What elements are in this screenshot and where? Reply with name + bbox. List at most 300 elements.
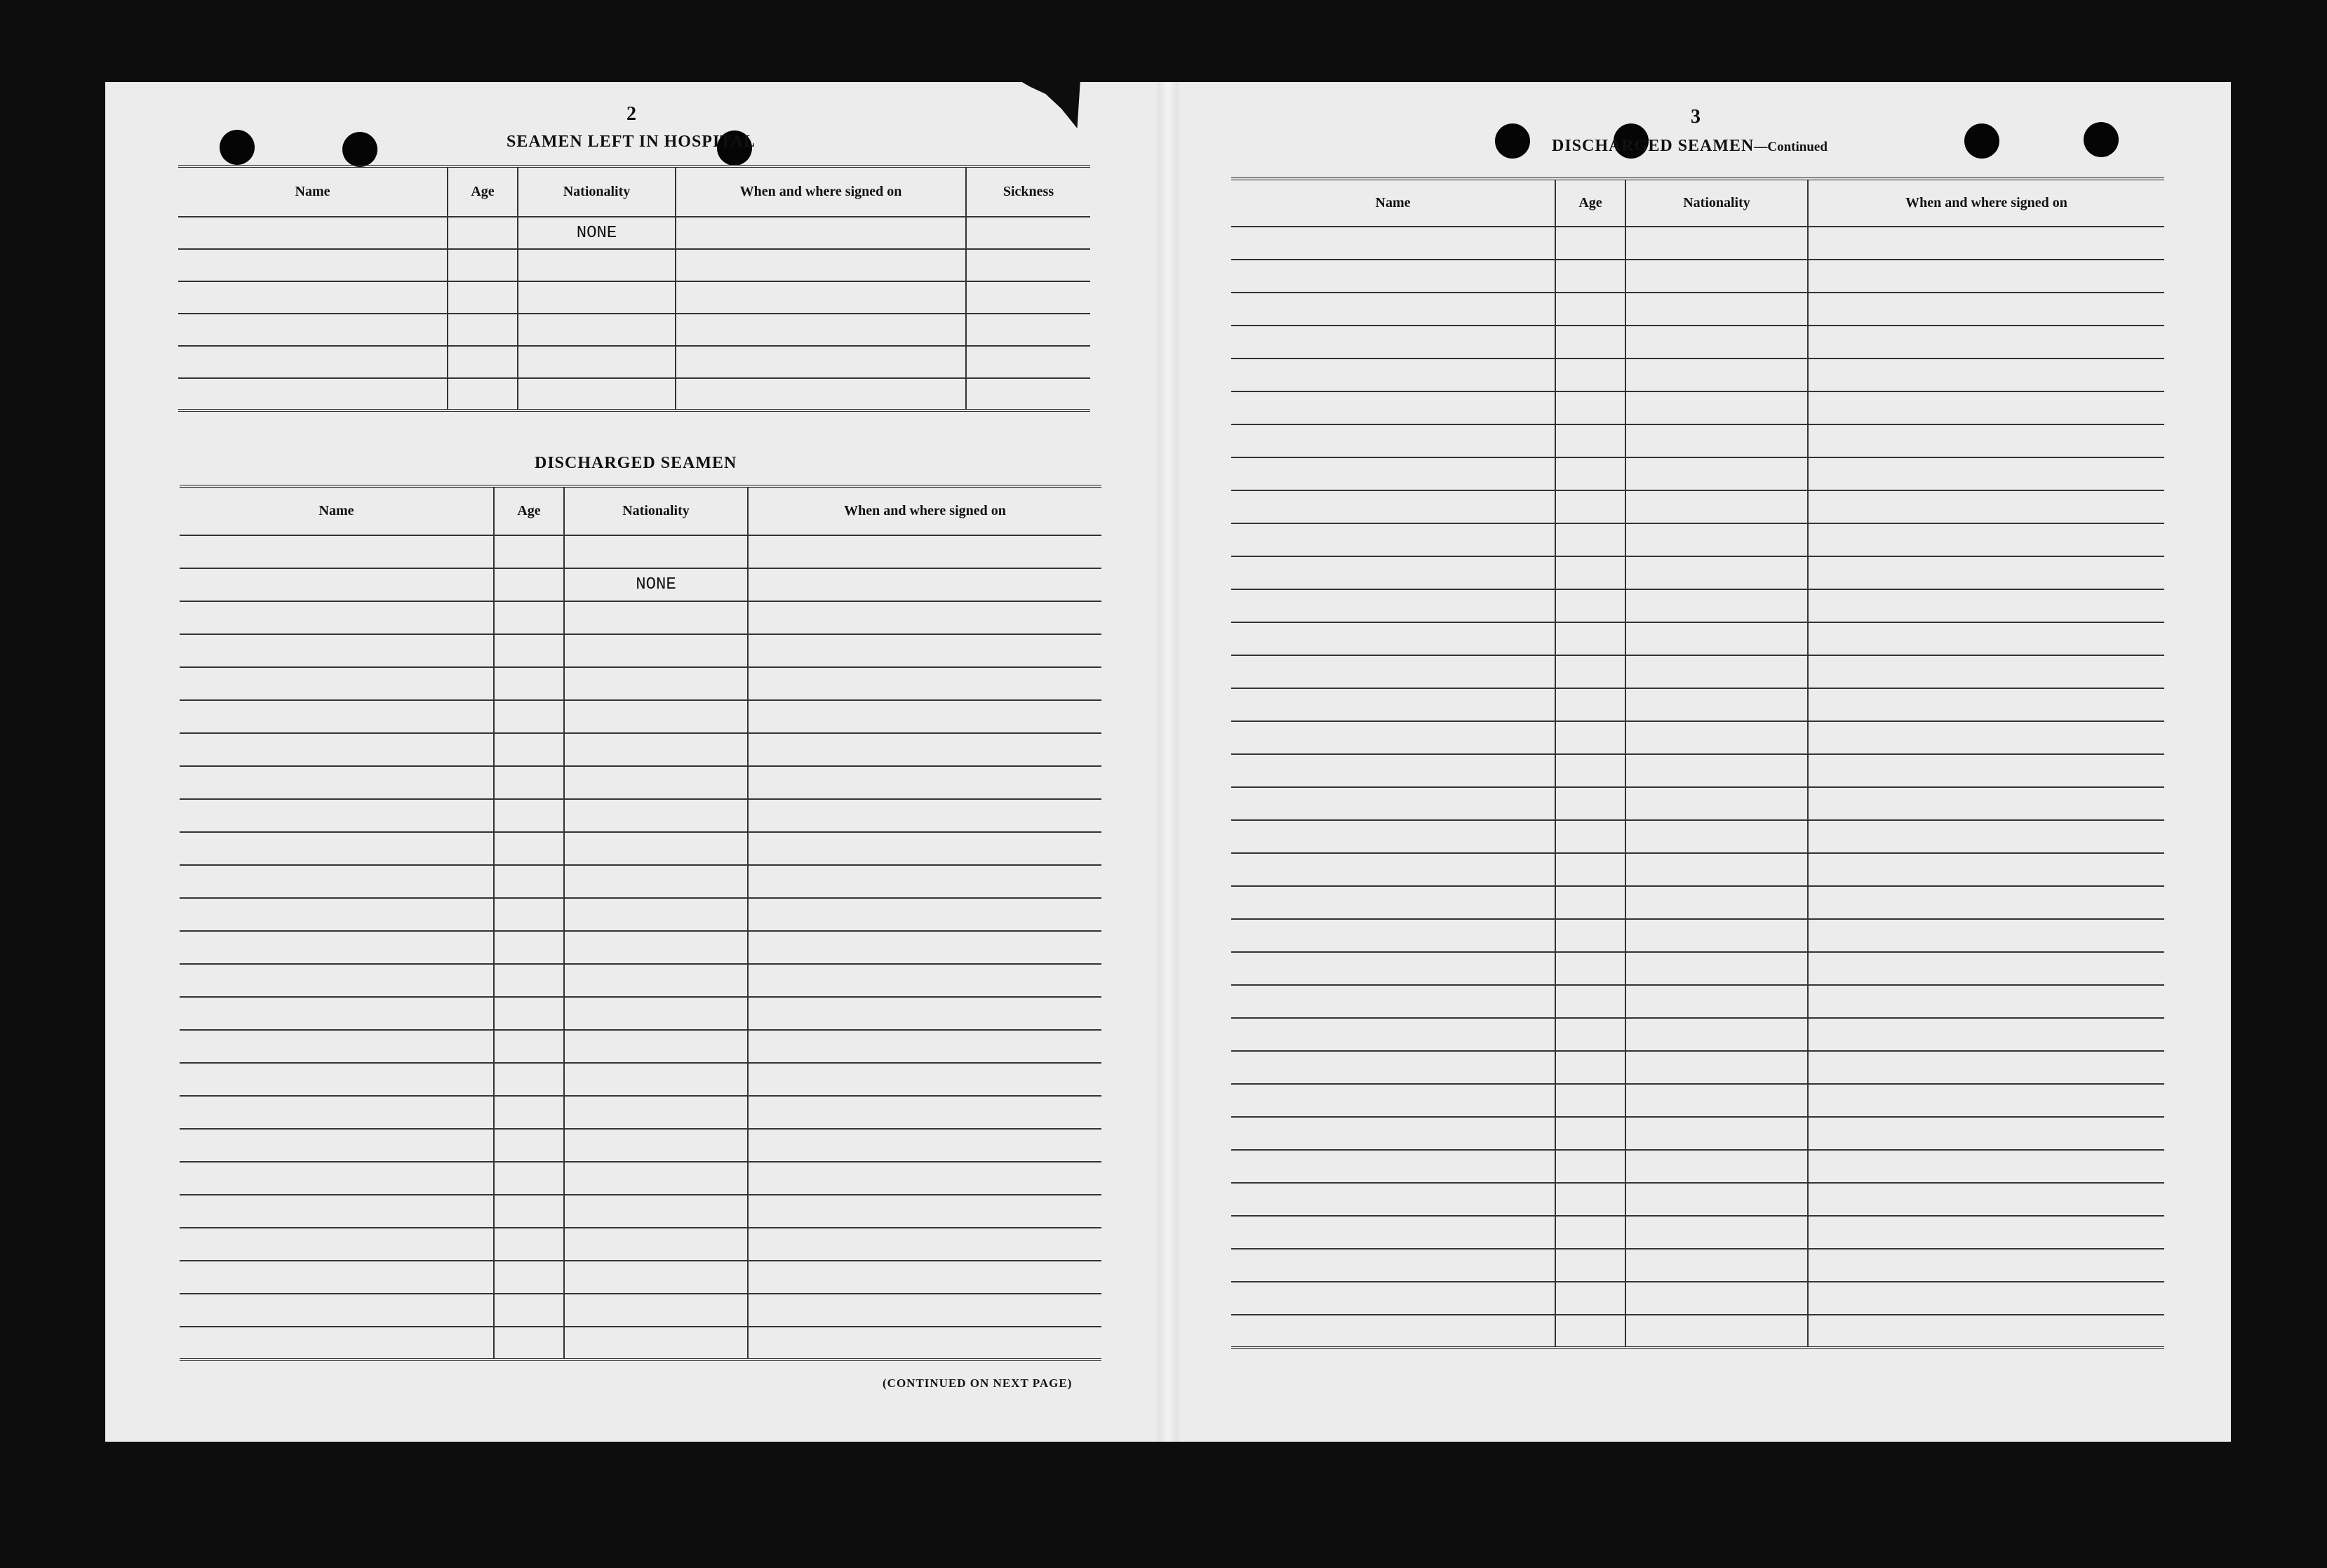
table-row — [180, 898, 1101, 931]
cell-nationality — [518, 281, 676, 314]
cell-nationality — [1625, 985, 1808, 1018]
table-row — [180, 733, 1101, 766]
cell-age — [1555, 227, 1625, 260]
cell-age — [494, 667, 564, 700]
cell-name — [180, 1162, 494, 1195]
cell-age — [1555, 1051, 1625, 1084]
table-row — [1231, 1150, 2164, 1183]
table-row — [180, 700, 1101, 733]
cell-when-and-where-signed-on — [748, 700, 1101, 733]
cell-when-and-where-signed-on — [748, 931, 1101, 964]
cell-when-and-where-signed-on — [1808, 490, 2164, 523]
cell-nationality — [1625, 260, 1808, 293]
cell-when-and-where-signed-on — [748, 535, 1101, 568]
cell-nationality — [564, 964, 748, 997]
cell-name — [178, 314, 448, 346]
cell-name — [180, 1063, 494, 1096]
cell-name — [1231, 1315, 1555, 1348]
cell-age — [1555, 293, 1625, 326]
cell-age — [1555, 952, 1625, 985]
cell-nationality — [1625, 820, 1808, 853]
cell-name — [1231, 227, 1555, 260]
punch-hole — [1495, 123, 1530, 159]
cell-age — [1555, 787, 1625, 820]
cell-when-and-where-signed-on — [1808, 1051, 2164, 1084]
document-sheet — [105, 82, 2231, 1442]
table-row — [178, 217, 1090, 249]
table-row — [1231, 820, 2164, 853]
table-row — [180, 1162, 1101, 1195]
table-row — [180, 1228, 1101, 1261]
cell-when-and-where-signed-on — [1808, 227, 2164, 260]
cell-nationality — [1625, 1315, 1808, 1348]
cell-name — [1231, 1117, 1555, 1150]
cell-name — [180, 1294, 494, 1327]
column-header-name: Name — [180, 486, 494, 535]
cell-name — [180, 964, 494, 997]
cell-age — [1555, 886, 1625, 919]
cell-nationality — [518, 378, 676, 410]
cell-age — [1555, 424, 1625, 457]
cell-name — [1231, 1084, 1555, 1117]
cell-when-and-where-signed-on — [1808, 523, 2164, 556]
cell-age — [494, 568, 564, 601]
cell-nationality — [564, 1294, 748, 1327]
cell-nationality: NONE — [518, 217, 676, 249]
discharged-section-title: DISCHARGED SEAMEN — [535, 454, 737, 472]
table-row — [1231, 523, 2164, 556]
cell-name — [1231, 754, 1555, 787]
cell-nationality — [1625, 391, 1808, 424]
column-header-age: Age — [1555, 179, 1625, 227]
cell-age — [494, 1162, 564, 1195]
cell-when-and-where-signed-on — [1808, 952, 2164, 985]
table-row — [1231, 589, 2164, 622]
table-row — [1231, 1249, 2164, 1282]
hospital-section-title: SEAMEN LEFT IN HOSPITAL — [507, 133, 756, 151]
cell-when-and-where-signed-on — [676, 314, 966, 346]
cell-name — [1231, 359, 1555, 391]
cell-age — [1555, 1084, 1625, 1117]
table-row — [1231, 1315, 2164, 1348]
cell-age — [1555, 721, 1625, 754]
table-row — [1231, 853, 2164, 886]
cell-age — [1555, 1315, 1625, 1348]
cell-name — [178, 217, 448, 249]
cell-age — [1555, 1249, 1625, 1282]
cell-age — [448, 346, 518, 378]
table-row — [1231, 1282, 2164, 1315]
cell-age — [1555, 1117, 1625, 1150]
cell-name — [178, 378, 448, 410]
cell-nationality — [1625, 688, 1808, 721]
cell-name — [180, 997, 494, 1030]
cell-name — [180, 601, 494, 634]
cell-nationality — [564, 700, 748, 733]
cell-nationality — [518, 249, 676, 281]
table-row — [180, 799, 1101, 832]
cell-when-and-where-signed-on — [1808, 457, 2164, 490]
table-row — [180, 1261, 1101, 1294]
cell-sickness — [966, 378, 1090, 410]
cell-when-and-where-signed-on — [1808, 1249, 2164, 1282]
cell-age — [494, 733, 564, 766]
cell-when-and-where-signed-on — [1808, 1183, 2164, 1216]
page-gutter — [1158, 82, 1179, 1442]
cell-name — [178, 249, 448, 281]
discharged-continued-title-main: DISCHARGED SEAMEN — [1552, 137, 1755, 155]
column-header-when-and-where-signed-on: When and where signed on — [748, 486, 1101, 535]
cell-sickness — [966, 314, 1090, 346]
cell-when-and-where-signed-on — [676, 346, 966, 378]
table-row — [1231, 688, 2164, 721]
cell-when-and-where-signed-on — [748, 667, 1101, 700]
table-row — [180, 667, 1101, 700]
table-row — [1231, 1183, 2164, 1216]
cell-age — [494, 997, 564, 1030]
cell-when-and-where-signed-on — [748, 964, 1101, 997]
cell-age — [1555, 1018, 1625, 1051]
cell-age — [1555, 1282, 1625, 1315]
cell-age — [494, 1063, 564, 1096]
table-row — [180, 931, 1101, 964]
cell-when-and-where-signed-on — [748, 568, 1101, 601]
cell-when-and-where-signed-on — [676, 281, 966, 314]
table-row — [180, 1096, 1101, 1129]
table-row — [180, 766, 1101, 799]
cell-when-and-where-signed-on — [748, 1327, 1101, 1360]
cell-age — [1555, 820, 1625, 853]
cell-age — [494, 898, 564, 931]
hospital-table — [178, 165, 1090, 412]
punch-hole — [1964, 123, 1999, 159]
cell-when-and-where-signed-on — [748, 1129, 1101, 1162]
cell-name — [180, 733, 494, 766]
cell-when-and-where-signed-on — [1808, 1018, 2164, 1051]
discharged-continued-subtitle: —Continued — [1754, 140, 1828, 154]
table-row — [1231, 391, 2164, 424]
cell-when-and-where-signed-on — [748, 733, 1101, 766]
cell-when-and-where-signed-on — [1808, 589, 2164, 622]
cell-when-and-where-signed-on — [1808, 655, 2164, 688]
cell-name — [180, 667, 494, 700]
cell-age — [494, 700, 564, 733]
cell-age — [1555, 326, 1625, 359]
cell-when-and-where-signed-on — [748, 1162, 1101, 1195]
cell-name — [1231, 523, 1555, 556]
paper-tear — [1017, 79, 1080, 128]
cell-name — [1231, 1018, 1555, 1051]
cell-name — [1231, 1249, 1555, 1282]
cell-nationality — [564, 997, 748, 1030]
cell-age — [494, 634, 564, 667]
cell-age — [1555, 260, 1625, 293]
table-row — [180, 634, 1101, 667]
table-row — [180, 832, 1101, 865]
table-row — [1231, 260, 2164, 293]
cell-when-and-where-signed-on — [1808, 919, 2164, 952]
table-row — [180, 1129, 1101, 1162]
cell-name — [1231, 853, 1555, 886]
cell-name — [180, 1327, 494, 1360]
cell-name — [178, 346, 448, 378]
cell-nationality — [1625, 886, 1808, 919]
table-row — [1231, 359, 2164, 391]
cell-age — [448, 378, 518, 410]
cell-nationality — [1625, 721, 1808, 754]
cell-when-and-where-signed-on — [748, 997, 1101, 1030]
column-header-age: Age — [448, 166, 518, 217]
cell-when-and-where-signed-on — [676, 217, 966, 249]
table-row — [1231, 622, 2164, 655]
table-row — [1231, 1084, 2164, 1117]
table-row — [180, 601, 1101, 634]
cell-when-and-where-signed-on — [1808, 622, 2164, 655]
cell-nationality — [564, 1030, 748, 1063]
cell-name — [1231, 622, 1555, 655]
table-row — [1231, 1018, 2164, 1051]
table-row — [1231, 457, 2164, 490]
cell-nationality — [1625, 457, 1808, 490]
cell-name — [1231, 688, 1555, 721]
cell-age — [448, 217, 518, 249]
table-row — [1231, 1117, 2164, 1150]
cell-name — [180, 799, 494, 832]
page-number-left: 2 — [626, 103, 636, 125]
cell-nationality — [564, 898, 748, 931]
cell-nationality — [1625, 523, 1808, 556]
cell-when-and-where-signed-on — [1808, 391, 2164, 424]
cell-when-and-where-signed-on — [748, 766, 1101, 799]
cell-age — [494, 601, 564, 634]
cell-nationality — [564, 1327, 748, 1360]
table-row — [1231, 655, 2164, 688]
cell-when-and-where-signed-on — [1808, 260, 2164, 293]
cell-name — [180, 1030, 494, 1063]
cell-nationality — [564, 601, 748, 634]
cell-name — [180, 568, 494, 601]
cell-nationality — [1625, 1051, 1808, 1084]
cell-when-and-where-signed-on — [1808, 754, 2164, 787]
table-row — [178, 378, 1090, 410]
table-row — [178, 346, 1090, 378]
cell-name — [1231, 589, 1555, 622]
cell-when-and-where-signed-on — [1808, 721, 2164, 754]
punch-hole — [2084, 122, 2119, 157]
cell-when-and-where-signed-on — [1808, 1216, 2164, 1249]
cell-name — [1231, 1216, 1555, 1249]
cell-nationality — [564, 799, 748, 832]
cell-when-and-where-signed-on — [748, 1063, 1101, 1096]
table-row — [1231, 293, 2164, 326]
cell-nationality — [564, 667, 748, 700]
cell-when-and-where-signed-on — [1808, 326, 2164, 359]
table-row — [1231, 227, 2164, 260]
cell-age — [1555, 688, 1625, 721]
cell-name — [1231, 919, 1555, 952]
cell-nationality — [1625, 919, 1808, 952]
table-row — [1231, 754, 2164, 787]
cell-when-and-where-signed-on — [1808, 293, 2164, 326]
cell-age — [494, 1195, 564, 1228]
cell-name — [180, 931, 494, 964]
cell-name — [1231, 1051, 1555, 1084]
table-row — [1231, 919, 2164, 952]
cell-age — [1555, 457, 1625, 490]
table-row — [1231, 424, 2164, 457]
cell-when-and-where-signed-on — [1808, 424, 2164, 457]
cell-when-and-where-signed-on — [748, 1261, 1101, 1294]
table-row — [180, 1195, 1101, 1228]
cell-when-and-where-signed-on — [1808, 1084, 2164, 1117]
cell-nationality — [1625, 1150, 1808, 1183]
cell-name — [1231, 1183, 1555, 1216]
table-row — [180, 568, 1101, 601]
cell-sickness — [966, 217, 1090, 249]
cell-when-and-where-signed-on — [1808, 556, 2164, 589]
column-header-when-and-where-signed-on: When and where signed on — [1808, 179, 2164, 227]
cell-nationality: NONE — [564, 568, 748, 601]
table-row — [1231, 952, 2164, 985]
table-row — [1231, 787, 2164, 820]
cell-name — [180, 1228, 494, 1261]
cell-age — [494, 1030, 564, 1063]
cell-name — [180, 535, 494, 568]
cell-age — [1555, 1150, 1625, 1183]
cell-name — [1231, 424, 1555, 457]
column-header-name: Name — [178, 166, 448, 217]
cell-when-and-where-signed-on — [1808, 688, 2164, 721]
cell-nationality — [1625, 589, 1808, 622]
cell-nationality — [1625, 1183, 1808, 1216]
continued-note: (CONTINUED ON NEXT PAGE) — [883, 1376, 1073, 1390]
cell-age — [494, 931, 564, 964]
cell-name — [1231, 490, 1555, 523]
cell-nationality — [1625, 326, 1808, 359]
cell-nationality — [1625, 490, 1808, 523]
cell-name — [1231, 260, 1555, 293]
cell-age — [1555, 655, 1625, 688]
cell-when-and-where-signed-on — [1808, 985, 2164, 1018]
cell-nationality — [1625, 952, 1808, 985]
cell-when-and-where-signed-on — [748, 634, 1101, 667]
cell-age — [1555, 985, 1625, 1018]
cell-name — [1231, 293, 1555, 326]
cell-age — [494, 1096, 564, 1129]
cell-nationality — [564, 1096, 748, 1129]
cell-age — [1555, 919, 1625, 952]
cell-when-and-where-signed-on — [1808, 1117, 2164, 1150]
table-row — [180, 1063, 1101, 1096]
cell-name — [1231, 457, 1555, 490]
cell-name — [1231, 1150, 1555, 1183]
cell-age — [494, 1294, 564, 1327]
cell-nationality — [564, 634, 748, 667]
cell-when-and-where-signed-on — [748, 799, 1101, 832]
table-row — [1231, 985, 2164, 1018]
cell-age — [494, 535, 564, 568]
table-row — [180, 865, 1101, 898]
cell-name — [1231, 326, 1555, 359]
cell-name — [1231, 655, 1555, 688]
cell-nationality — [1625, 1018, 1808, 1051]
cell-sickness — [966, 281, 1090, 314]
cell-when-and-where-signed-on — [1808, 1282, 2164, 1315]
cell-name — [180, 634, 494, 667]
table-row — [1231, 721, 2164, 754]
table-row — [180, 535, 1101, 568]
discharged-continued-table — [1231, 177, 2164, 1349]
punch-hole — [342, 132, 377, 167]
cell-when-and-where-signed-on — [748, 898, 1101, 931]
cell-nationality — [1625, 853, 1808, 886]
column-header-nationality: Nationality — [1625, 179, 1808, 227]
cell-name — [180, 898, 494, 931]
cell-name — [180, 1195, 494, 1228]
table-row — [180, 1294, 1101, 1327]
column-header-name: Name — [1231, 179, 1555, 227]
cell-age — [494, 1327, 564, 1360]
cell-age — [494, 1261, 564, 1294]
cell-age — [494, 1228, 564, 1261]
cell-when-and-where-signed-on — [748, 1195, 1101, 1228]
cell-name — [1231, 820, 1555, 853]
discharged-table — [180, 485, 1101, 1361]
cell-when-and-where-signed-on — [1808, 820, 2164, 853]
table-row — [1231, 886, 2164, 919]
punch-hole — [220, 130, 255, 165]
cell-nationality — [1625, 1117, 1808, 1150]
page-number-right: 3 — [1691, 106, 1701, 128]
cell-name — [180, 1129, 494, 1162]
cell-nationality — [564, 1228, 748, 1261]
cell-when-and-where-signed-on — [1808, 1150, 2164, 1183]
cell-age — [494, 865, 564, 898]
cell-nationality — [1625, 227, 1808, 260]
cell-when-and-where-signed-on — [676, 249, 966, 281]
cell-nationality — [1625, 1084, 1808, 1117]
cell-nationality — [1625, 655, 1808, 688]
cell-nationality — [564, 1129, 748, 1162]
cell-age — [1555, 556, 1625, 589]
cell-age — [448, 249, 518, 281]
cell-name — [180, 1096, 494, 1129]
cell-name — [1231, 1282, 1555, 1315]
cell-nationality — [564, 766, 748, 799]
cell-nationality — [564, 1195, 748, 1228]
cell-name — [1231, 556, 1555, 589]
column-header-nationality: Nationality — [564, 486, 748, 535]
cell-name — [180, 766, 494, 799]
discharged-continued-title — [1552, 137, 1828, 156]
table-row — [178, 314, 1090, 346]
cell-name — [1231, 721, 1555, 754]
cell-when-and-where-signed-on — [1808, 787, 2164, 820]
cell-nationality — [1625, 556, 1808, 589]
cell-nationality — [564, 1063, 748, 1096]
cell-nationality — [564, 535, 748, 568]
cell-name — [180, 1261, 494, 1294]
cell-when-and-where-signed-on — [1808, 853, 2164, 886]
table-row — [1231, 1216, 2164, 1249]
cell-when-and-where-signed-on — [748, 1030, 1101, 1063]
cell-name — [1231, 952, 1555, 985]
cell-nationality — [1625, 1282, 1808, 1315]
cell-nationality — [564, 733, 748, 766]
cell-age — [1555, 622, 1625, 655]
cell-when-and-where-signed-on — [676, 378, 966, 410]
cell-name — [178, 281, 448, 314]
